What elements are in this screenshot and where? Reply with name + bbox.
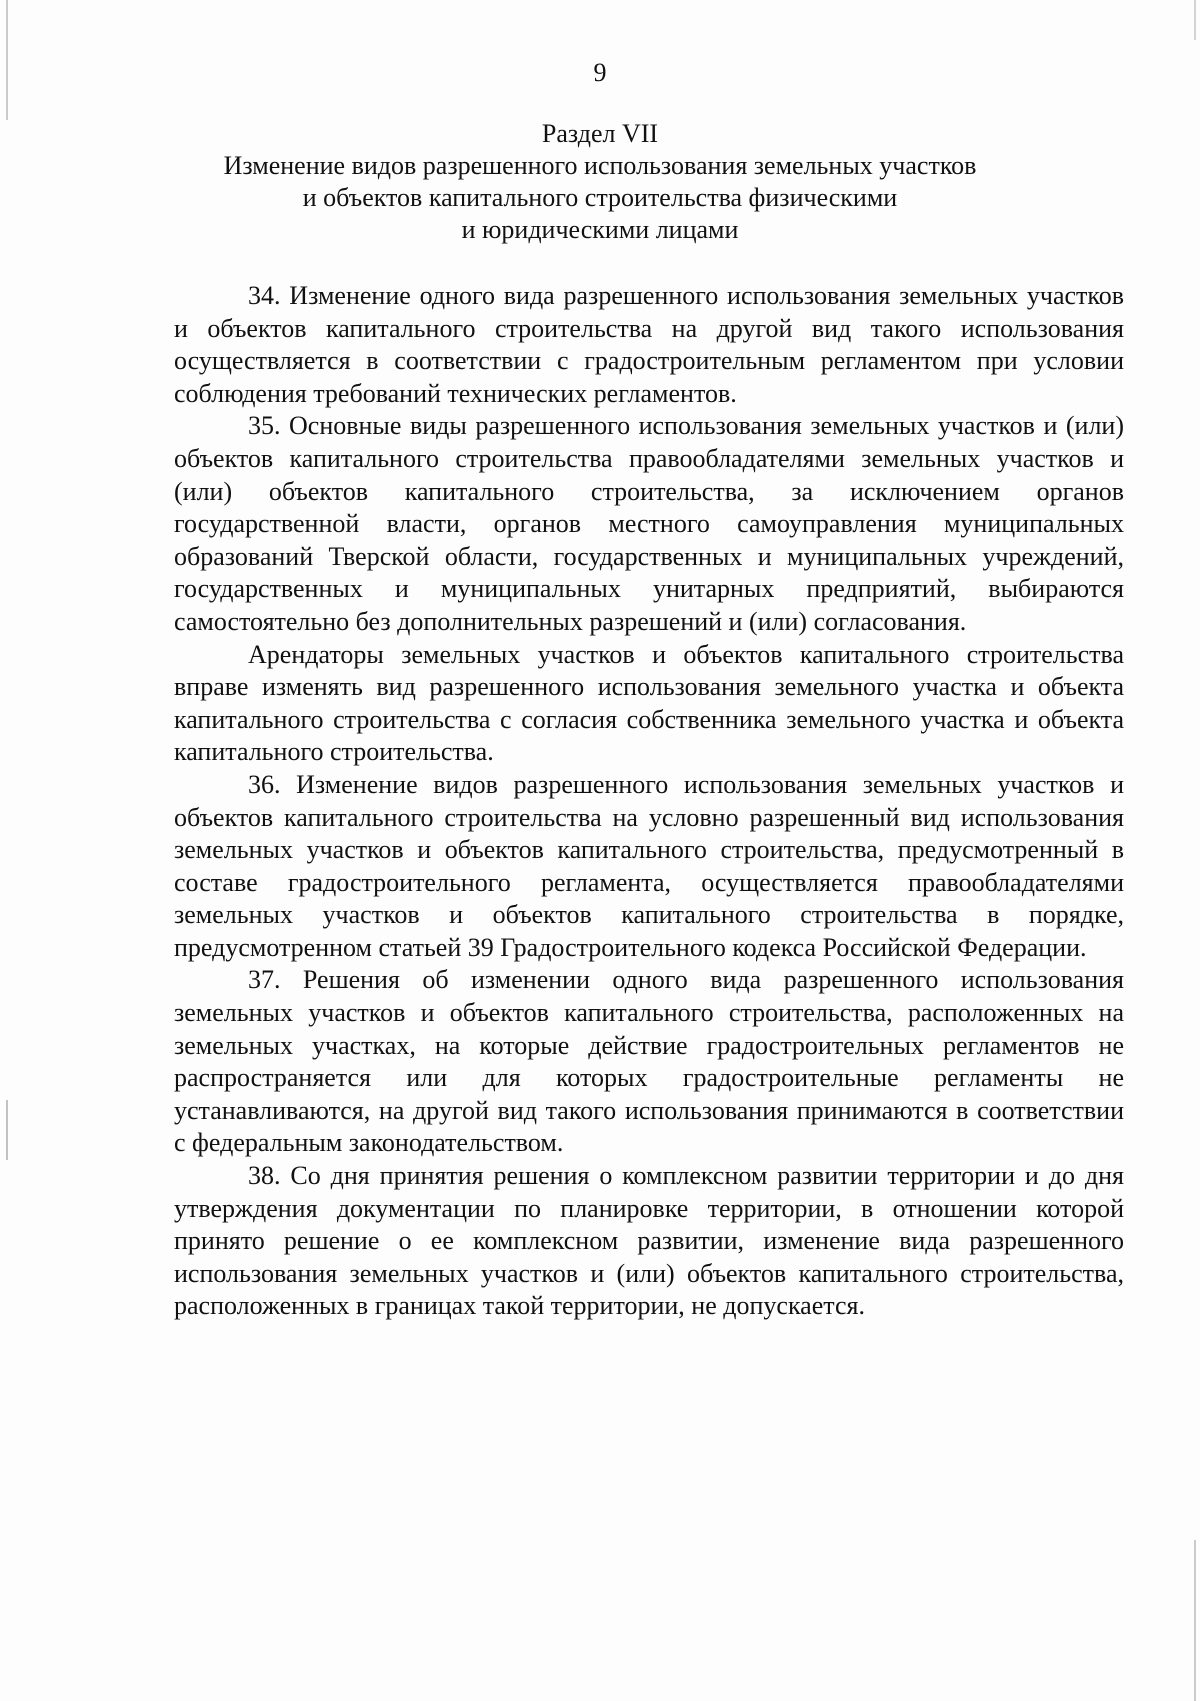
- paragraph-38: 38. Со дня принятия решения о комплексном развитии территории и до дня утверждения документации по планировке территории, в отношении которой принято решение о ее комплексном развитии, изменение вида разрешенного использования земельных участков и (или) объектов капитального строительства, расположенных в границах такой территории, не допускается.: [174, 1161, 1124, 1321]
- document-body: [174, 280, 1124, 1323]
- paragraph-34: 34. Изменение одного вида разрешенного использования земельных участков и объектов капитального строительства на другой вид такого использования осуществляется в соответствии с градостроительным регламентом при условии соблюдения требований технических регламентов.: [174, 281, 1124, 408]
- paragraph-37: 37. Решения об изменении одного вида разрешенного использования земельных участков и объектов капитального строительства, расположенных на земельных участках, на которые действие градостроительных регламентов не распространяется или для которых градостроительные регламенты не устанавливаются, на другой вид такого использования принимаются в соответствии с федеральным законодательством.: [174, 965, 1124, 1158]
- paragraph-36: 36. Изменение видов разрешенного использования земельных участков и объектов капитального строительства на условно разрешенный вид использования земельных участков и объектов капитального строительства, предусмотренный в составе градостроительного регламента, осуществляется правообладателями земельных участков и объектов капитального строительства в порядке, предусмотренном статьей 39 Градостроительного кодекса Российской Федерации.: [174, 769, 1124, 962]
- section-heading: [0, 118, 1200, 246]
- page-number: 9: [593, 58, 607, 87]
- paragraph-35: 35. Основные виды разрешенного использования земельных участков и (или) объектов капитального строительства правообладателями земельных участков и (или) объектов капитального строительства, за исключением органов государственной власти, органов местного самоуправления муниципальных образований Тверской области, государственных и муниципальных учреждений, государственных и муниципальных унитарных предприятий, выбираются самостоятельно без дополнительных разрешений и (или) согласования.: [174, 411, 1124, 636]
- scan-edge-right: [1194, 0, 1196, 1701]
- scan-edge-left: [6, 0, 8, 1701]
- section-label: Раздел VII: [541, 119, 659, 148]
- section-title-line: и юридическими лицами: [461, 215, 739, 244]
- section-title-line: Изменение видов разрешенного использования земельных участков: [223, 151, 977, 180]
- paragraph-35-tenants: Арендаторы земельных участков и объектов капитального строительства вправе изменять вид разрешенного использования земельного участка и объекта капитального строительства с согласия собственника земельного участка и объекта капитального строительства.: [174, 639, 1124, 767]
- section-title-line: и объектов капитального строительства физическими: [302, 183, 898, 212]
